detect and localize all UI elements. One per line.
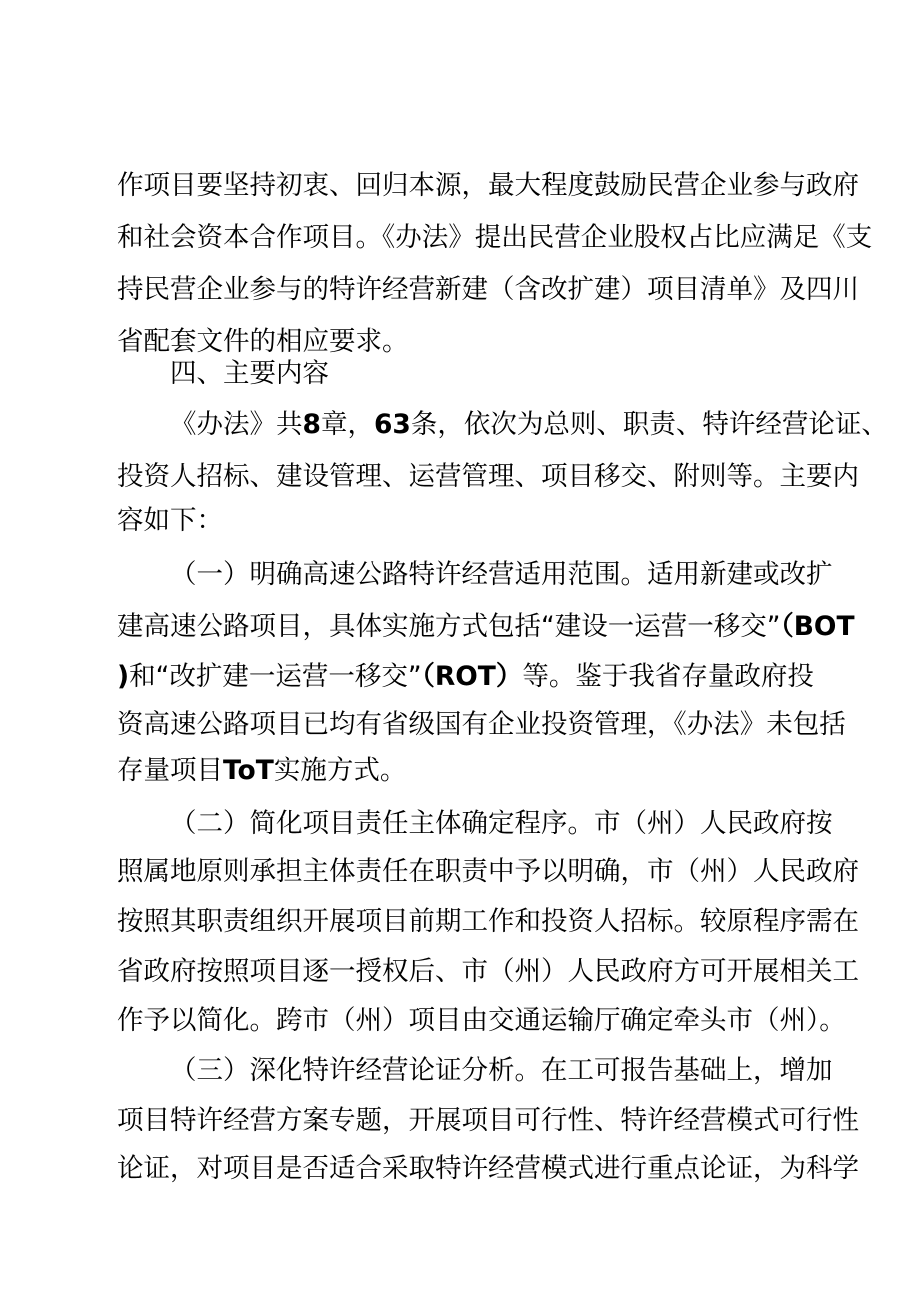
text-run-bold: 63 xyxy=(373,409,411,440)
text-run-bold: ToT xyxy=(223,755,274,786)
paragraph-line xyxy=(0,601,920,653)
paragraph-line xyxy=(0,1095,920,1147)
paragraph-line xyxy=(0,995,920,1047)
text-run: 等。鉴于我省存量政府投 xyxy=(522,661,814,692)
text-run: 项目特许经营方案专题，开展项目可行性、特许经营模式可行性 xyxy=(117,1105,859,1136)
paragraph-line xyxy=(0,399,920,451)
text-run: 省配套文件的相应要求。 xyxy=(117,326,409,357)
text-run-bold: ) xyxy=(117,661,130,692)
paragraph-line xyxy=(0,651,920,703)
text-run: 实施方式。 xyxy=(273,755,407,786)
text-run: （一）明确高速公路特许经营适用范围。适用新建或改扩 xyxy=(170,559,833,590)
text-run: （二）简化项目责任主体确定程序。市（州）人民政府按 xyxy=(170,808,833,839)
heading-text: 四、主要内容 xyxy=(170,358,329,389)
text-run: 资高速公路项目已均有省级国有企业投资管理，《办法》未包括 xyxy=(117,709,846,740)
text-run: 按照其职责组织开展项目前期工作和投资人招标。较原程序需在 xyxy=(117,906,859,937)
text-run: 持民营企业参与的特许经营新建（含改扩建）项目清单》及四川 xyxy=(117,274,859,305)
text-run: 条，依次为总则、职责、特许经营论证、 xyxy=(410,409,888,440)
text-run: （三）深化特许经营论证分析。在工可报告基础上，增加 xyxy=(170,1055,833,1086)
text-run: 存量项目 xyxy=(117,755,223,786)
paragraph-line xyxy=(0,264,920,316)
paragraph-line xyxy=(0,896,920,948)
paragraph-line xyxy=(0,846,920,898)
text-run: 章， xyxy=(320,409,374,440)
paragraph-line xyxy=(0,160,920,212)
text-run: 和社会资本合作项目。《办法》提出民营企业股权占比应满足《支 xyxy=(117,222,873,253)
text-run-bold: （BOT xyxy=(780,611,855,642)
text-run: 作予以简化。跨市（州）项目由交通运输厅确定牵头市（州）。 xyxy=(117,1005,846,1036)
text-run: 和“改扩建一运营一移交” xyxy=(129,661,422,692)
text-run-bold: 8 xyxy=(302,409,321,440)
text-run: 《办法》共 xyxy=(170,409,303,440)
text-run: 投资人招标、建设管理、运营管理、项目移交、附则等。主要内 xyxy=(117,461,859,492)
paragraph-line xyxy=(0,1045,920,1097)
paragraph-line xyxy=(0,212,920,264)
paragraph-line xyxy=(0,946,920,998)
paragraph-line xyxy=(0,798,920,850)
section-heading xyxy=(0,348,920,400)
paragraph-line xyxy=(0,495,920,547)
paragraph-line xyxy=(0,549,920,601)
paragraph-line xyxy=(0,745,920,797)
text-run: 建高速公路项目，具体实施方式包括“建设一运营一移交” xyxy=(117,611,781,642)
text-run: 省政府按照项目逐一授权后、市（州）人民政府方可开展相关工 xyxy=(117,956,859,987)
paragraph-line xyxy=(0,699,920,751)
paragraph-line xyxy=(0,1143,920,1195)
text-run: 作项目要坚持初衷、回归本源，最大程度鼓励民营企业参与政府 xyxy=(117,170,859,201)
text-run: 论证，对项目是否适合采取特许经营模式进行重点论证，为科学 xyxy=(117,1153,859,1184)
text-run: 照属地原则承担主体责任在职责中予以明确，市（州）人民政府 xyxy=(117,856,859,887)
text-run-bold: （ROT） xyxy=(421,661,523,692)
text-run: 容如下： xyxy=(117,505,223,536)
